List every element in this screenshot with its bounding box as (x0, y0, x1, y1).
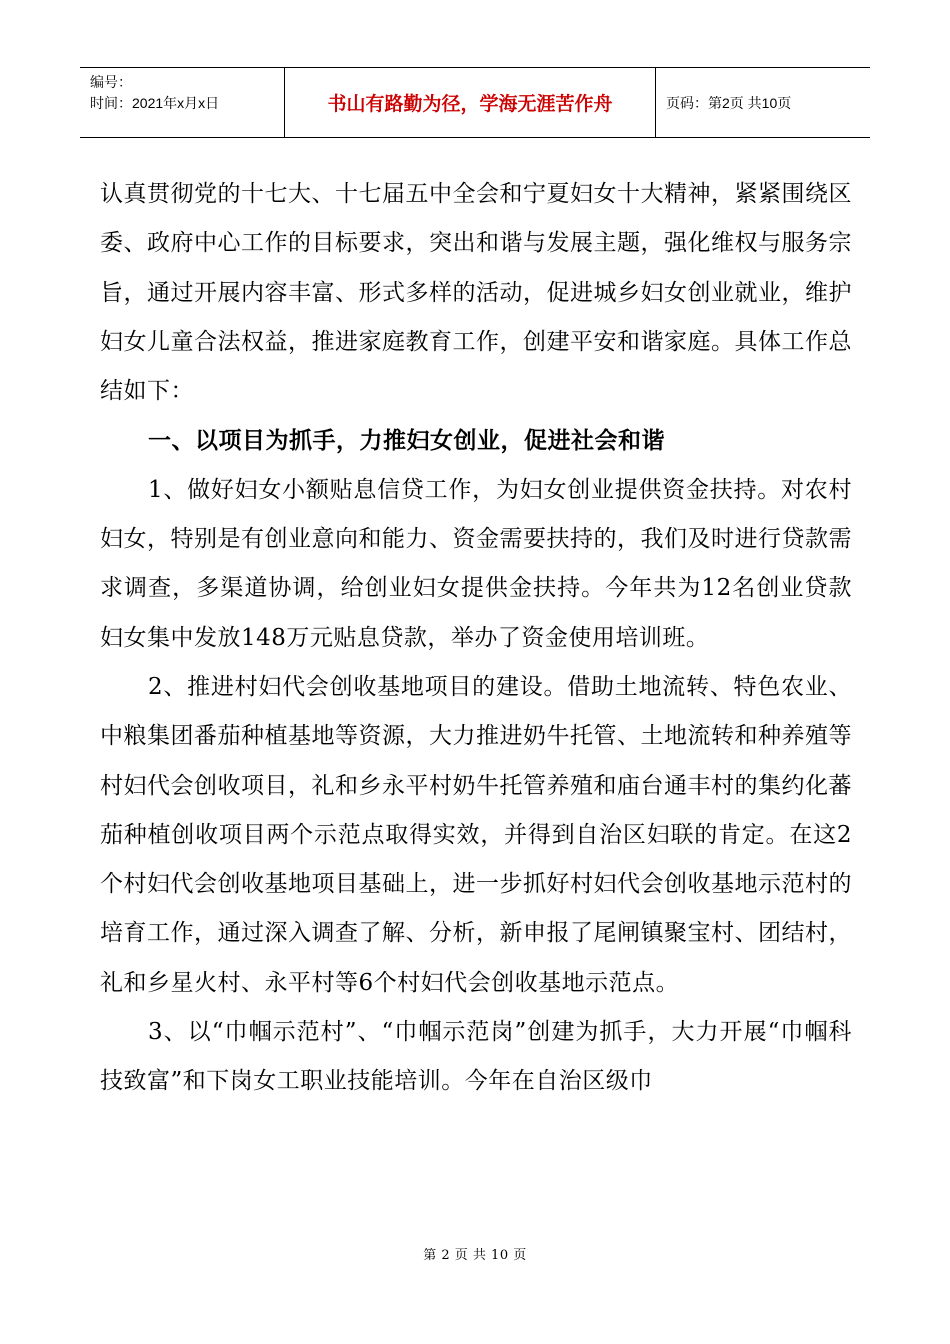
number-label: 编号： (90, 74, 132, 90)
time-label: 时间：2021年x月x日 (90, 95, 220, 111)
paragraph-item-3: 3、以“巾帼示范村”、“巾帼示范岗”创建为抓手，大力开展“巾帼科技致富”和下岗女工职业技能培训。今年在自治区级巾 (100, 1019, 852, 1095)
page-footer: 第 2 页 共 10 页 (423, 1248, 527, 1263)
paragraph-intro: 认真贯彻党的十七大、十七届五中全会和宁夏妇女十大精神，紧紧围绕区委、政府中心工作的目标要求，突出和谐与发展主题，强化维权与服务宗旨，通过开展内容丰富、形式多样的活动，促进城乡妇女创业就业，维护妇女儿童合法权益，推进家庭教育工作，创建平安和谐家庭。具体工作总结如下： (100, 181, 852, 405)
paragraph-item-1: 1、做好妇女小额贴息信贷工作，为妇女创业提供资金扶持。对农村妇女，特别是有创业意向和能力、资金需要扶持的，我们及时进行贷款需求调查，多渠道协调，给创业妇女提供金扶持。今年共为12名创业贷款妇女集中发放148万元贴息贷款，举办了资金使用培训班。 (100, 476, 852, 651)
document-body (100, 170, 852, 1107)
page-header (80, 67, 870, 138)
paragraph-item-2: 2、推进村妇代会创收基地项目的建设。借助土地流转、特色农业、中粮集团番茄种植基地等资源，大力推进奶牛托管、土地流转和种养殖等村妇代会创收项目，礼和乡永平村奶牛托管养殖和庙台通丰村的集约化蕃茄种植创收项目两个示范点取得实效，并得到自治区妇联的肯定。在这2个村妇代会创收基地项目基础上，进一步抓好村妇代会创收基地示范村的培育工作，通过深入调查了解、分析，新申报了尾闸镇聚宝村、团结村，礼和乡星火村、永平村等6个村妇代会创收基地示范点。 (100, 673, 852, 996)
header-page-info: 页码：第2页 共10页 (666, 94, 792, 111)
header-meta (80, 68, 284, 137)
section-heading: 一、以项目为抓手，力推妇女创业，促进社会和谐 (148, 427, 665, 455)
header-motto: 书山有路勤为径，学海无涯苦作舟 (284, 68, 656, 137)
